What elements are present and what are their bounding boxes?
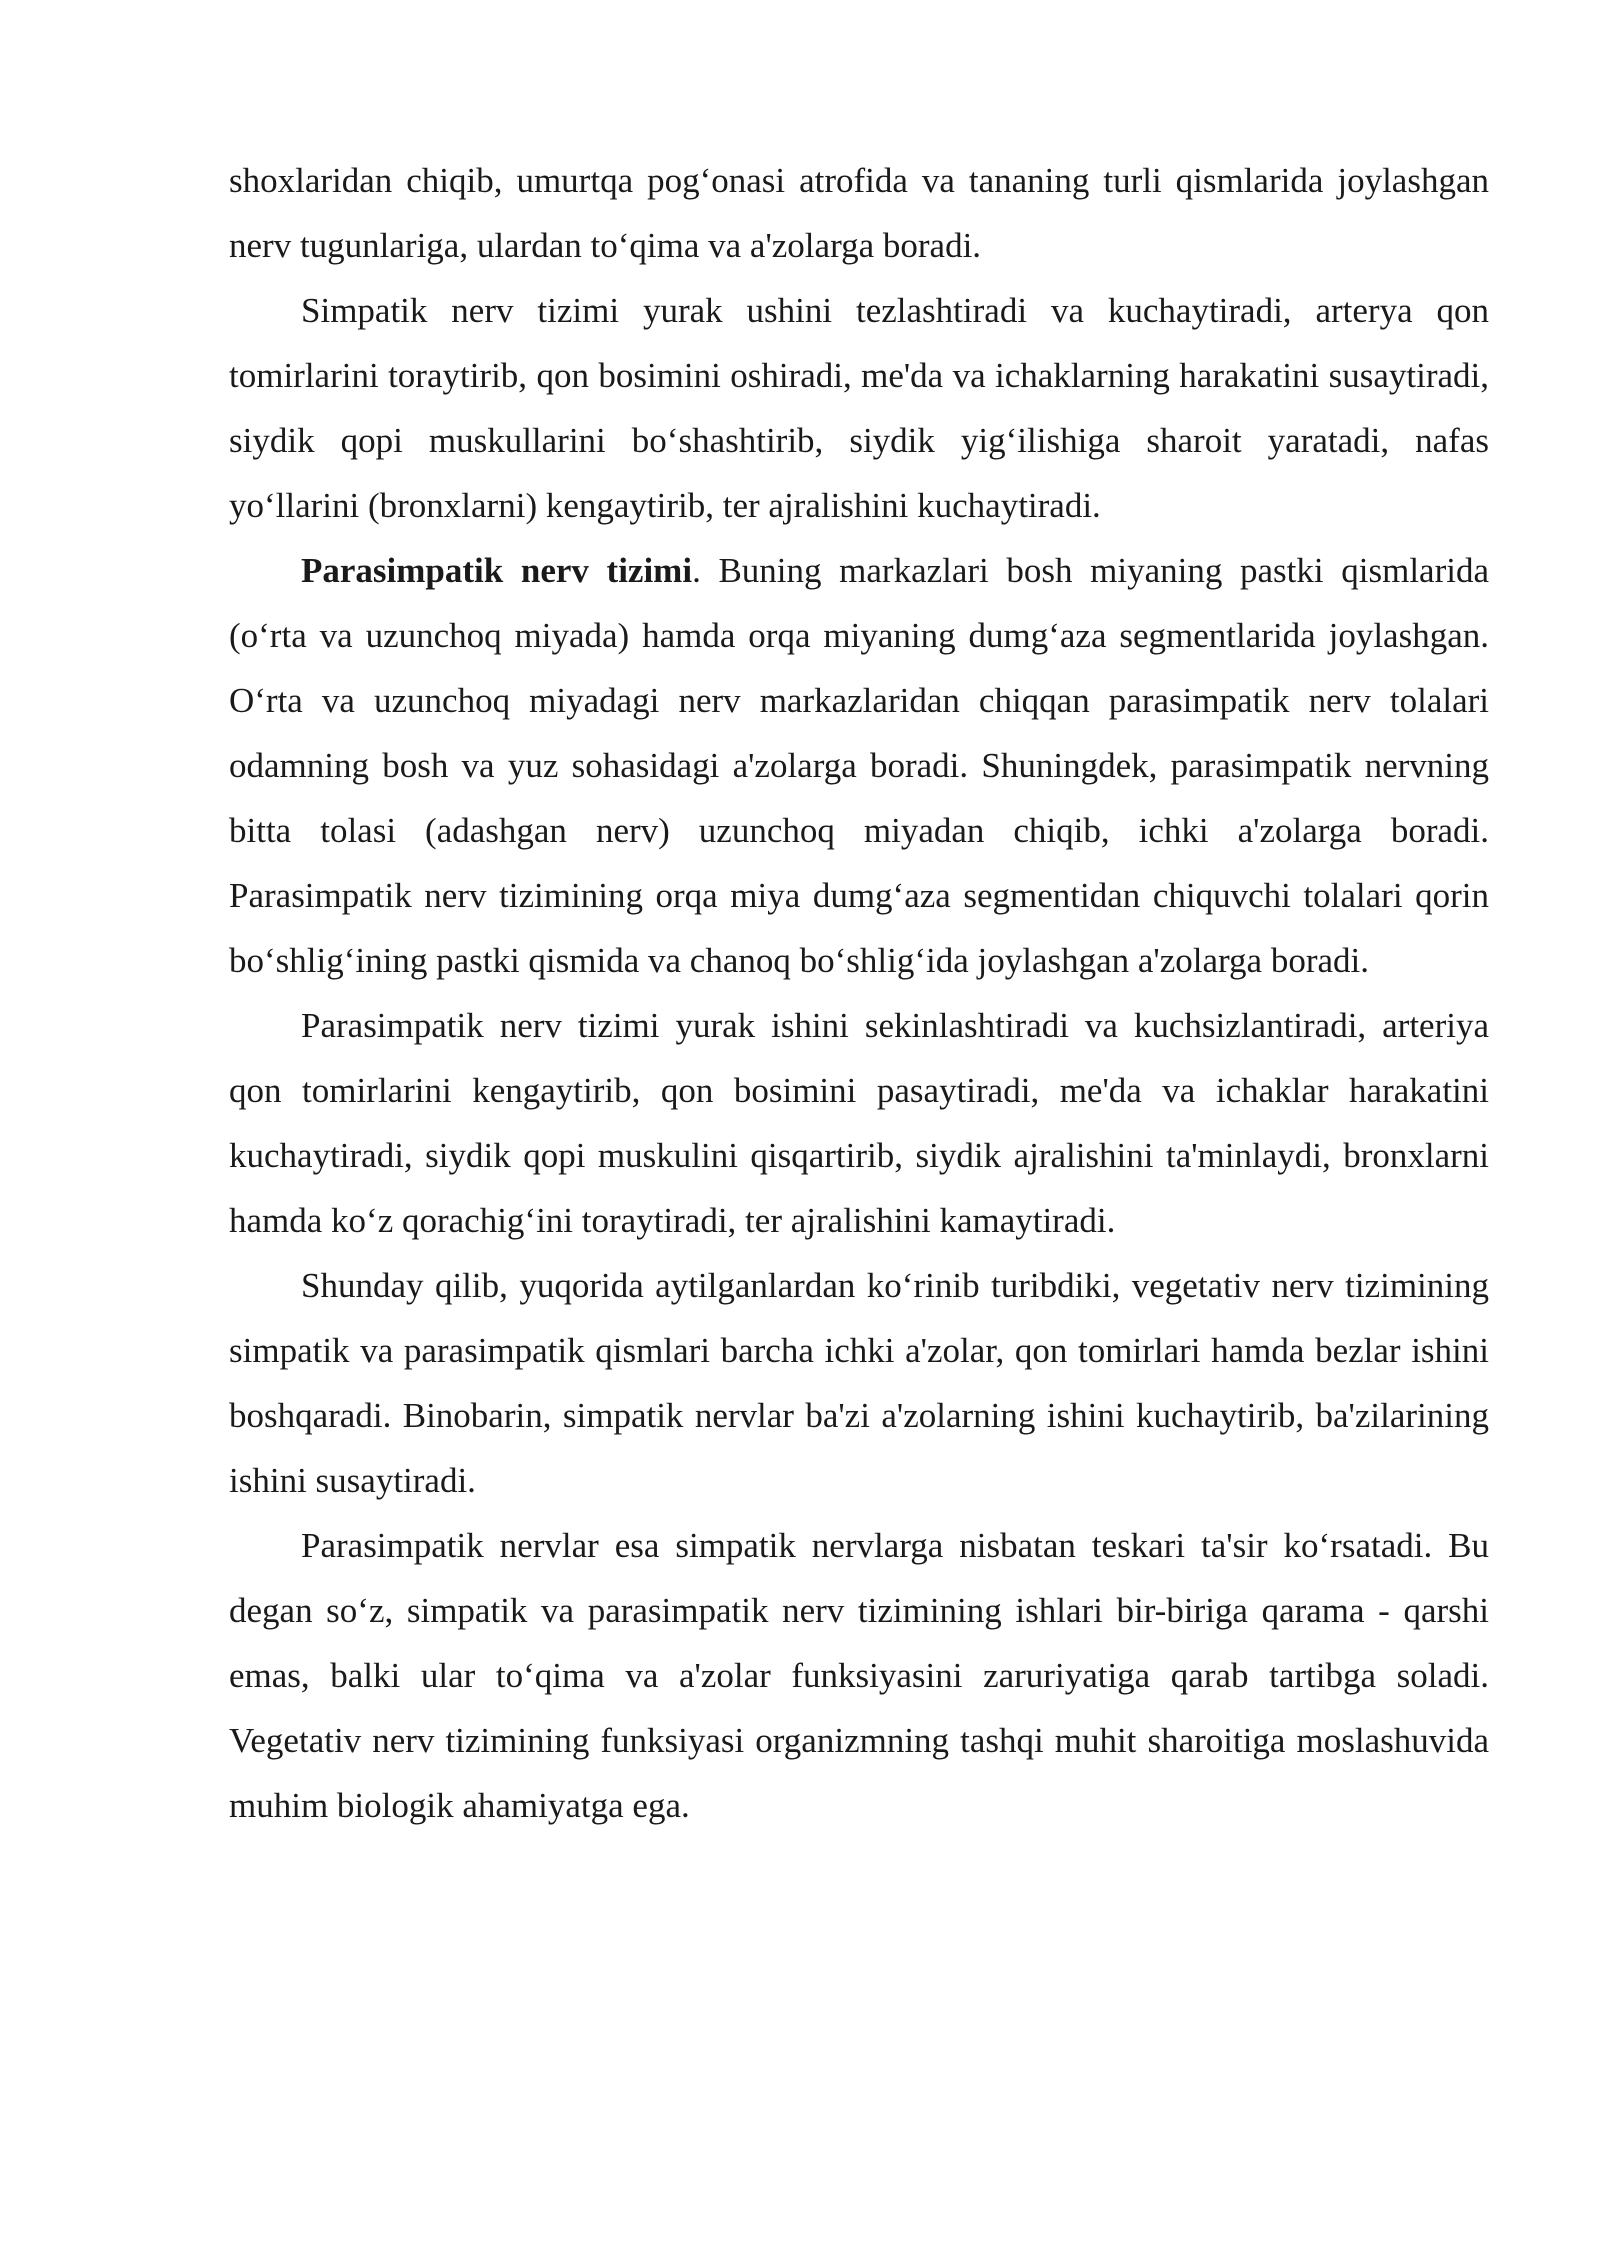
paragraph-sympathetic-effects xyxy=(229,278,1489,538)
paragraph-parasympathetic-effects xyxy=(229,993,1489,1253)
document-page xyxy=(229,148,1489,1838)
paragraph-text: shoxlaridan chiqib, umurtqa pog‘onasi atrofida va tananing turli qismlarida joylashgan nerv tugunlariga, ulardan to‘qima va a'zolarga boradi. xyxy=(229,161,1489,265)
paragraph-text: Parasimpatik nervlar esa simpatik nervlarga nisbatan teskari ta'sir ko‘rsatadi. Bu degan so‘z, simpatik va parasimpatik nerv tizimining ishlari bir-biriga qarama - qarshi emas, balki ular to‘qima va a'zolar funksiyasini zaruriyatiga qarab tartibga soladi. Vegetativ nerv tizimining funksiyasi organizmning tashqi muhit sharoitiga moslashuvida muhim biologik ahamiyatga ega. xyxy=(229,1526,1489,1825)
paragraph-summary xyxy=(229,1253,1489,1513)
paragraph-text: . Buning markazlari bosh miyaning pastki qismlarida (o‘rta va uzunchoq miyada) hamda orqa miyaning dumg‘aza segmentlarida joylashgan. O‘rta va uzunchoq miyadagi nerv markazlaridan chiqqan parasimpatik nerv tolalari odamning bosh va yuz sohasidagi a'zolarga boradi. Shuningdek, parasimpatik nervning bitta tolasi (adashgan nerv) uzunchoq miyadan chiqib, ichki a'zolarga boradi. Parasimpatik nerv tizimining orqa miya dumg‘aza segmentidan chiquvchi tolalari qorin bo‘shlig‘ining pastki qismida va chanoq bo‘shlig‘ida joylashgan a'zolarga boradi. xyxy=(229,551,1489,980)
paragraph-conclusion xyxy=(229,1513,1489,1838)
section-heading-inline: Parasimpatik nerv tizimi xyxy=(301,551,693,590)
paragraph-text: Shunday qilib, yuqorida aytilganlardan ko‘rinib turibdiki, vegetativ nerv tizimining simpatik va parasimpatik qismlari barcha ichki a'zolar, qon tomirlari hamda bezlar ishini boshqaradi. Binobarin, simpatik nervlar ba'zi a'zolarning ishini kuchaytirib, ba'zilarining ishini susaytiradi. xyxy=(229,1266,1489,1500)
paragraph-continuation xyxy=(229,148,1489,278)
paragraph-text: Parasimpatik nerv tizimi yurak ishini sekinlashtiradi va kuchsizlantiradi, arteriya qon tomirlarini kengaytirib, qon bosimini pasaytiradi, me'da va ichaklar harakatini kuchaytiradi, siydik qopi muskulini qisqartirib, siydik ajralishini ta'minlaydi, bronxlarni hamda ko‘z qorachig‘ini toraytiradi, ter ajralishini kamaytiradi. xyxy=(229,1006,1489,1240)
paragraph-parasympathetic-system xyxy=(229,538,1489,993)
paragraph-text: Simpatik nerv tizimi yurak ushini tezlashtiradi va kuchaytiradi, arterya qon tomirlarini toraytirib, qon bosimini oshiradi, me'da va ichaklarning harakatini susaytiradi, siydik qopi muskullarini bo‘shashtirib, siydik yig‘ilishiga sharoit yaratadi, nafas yo‘llarini (bronxlarni) kengaytirib, ter ajralishini kuchaytiradi. xyxy=(229,291,1489,525)
